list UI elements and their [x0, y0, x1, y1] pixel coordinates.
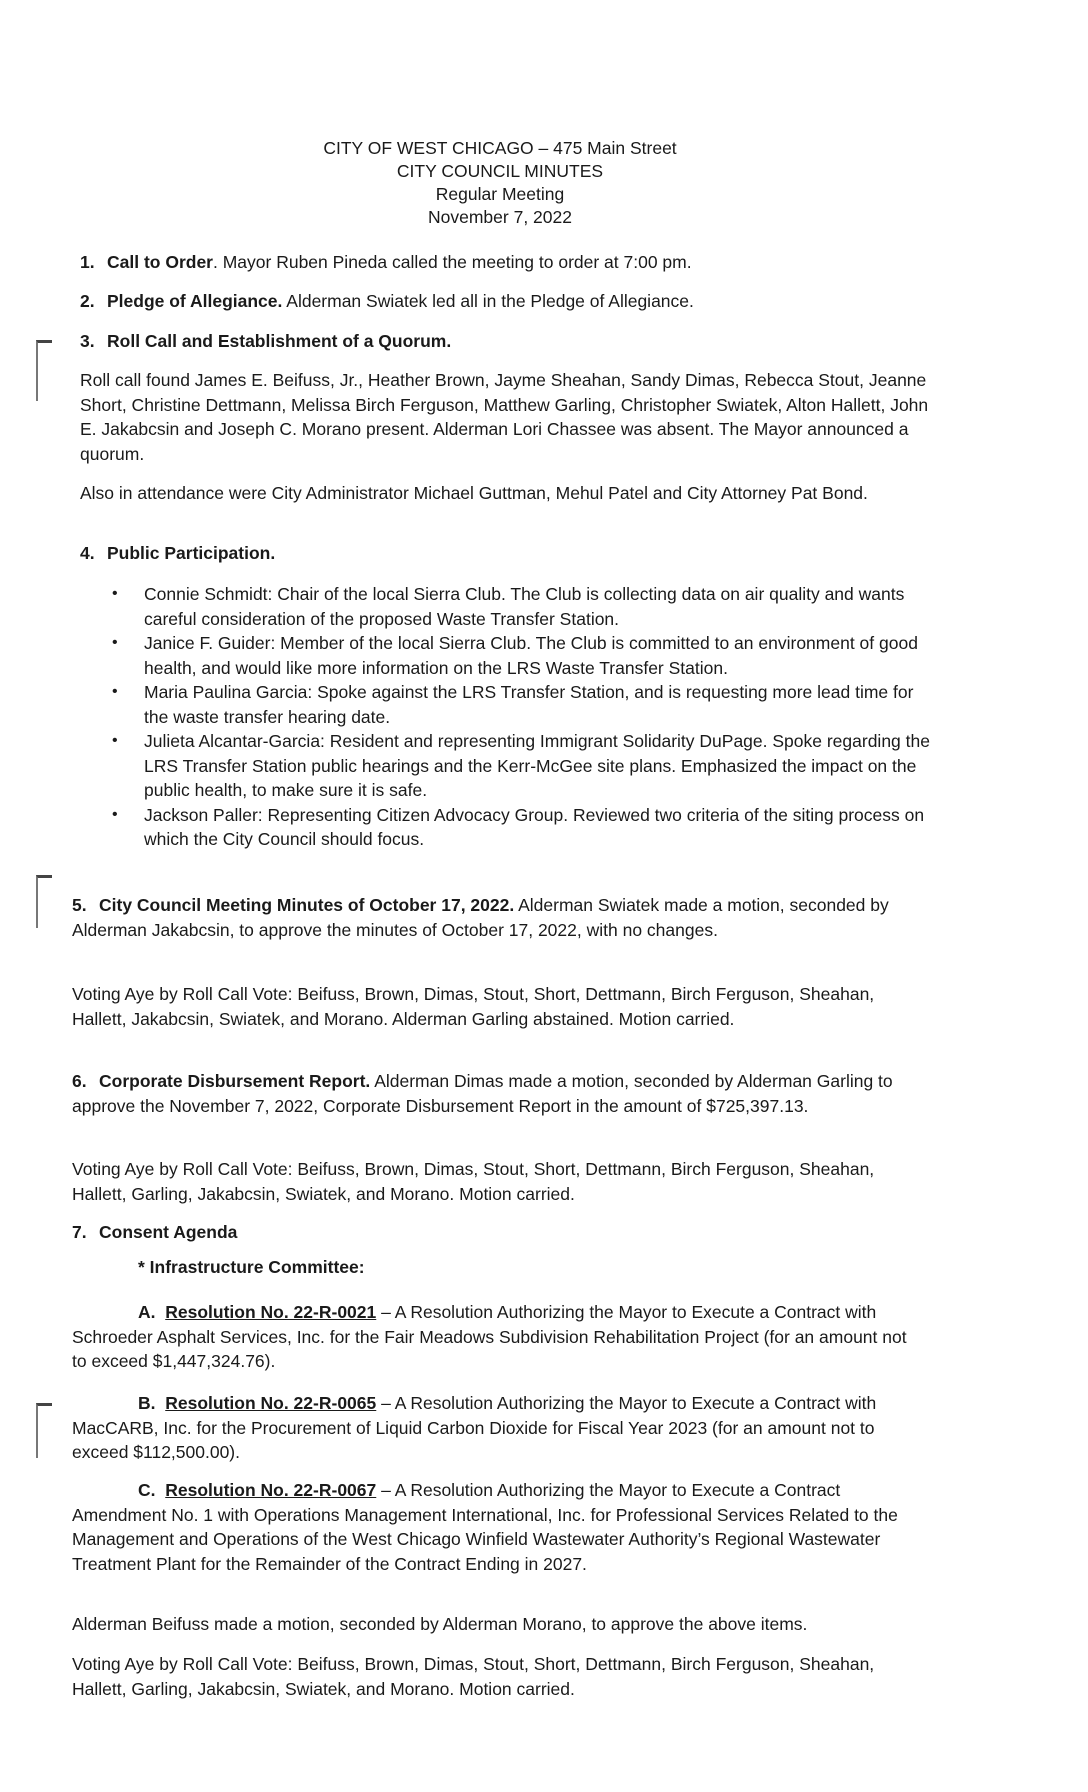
section-title: Corporate Disbursement Report.	[99, 1071, 371, 1091]
resolution-number: Resolution No. 22-R-0021	[165, 1302, 377, 1322]
margin-bracket-mark	[36, 340, 52, 401]
section-title: Public Participation.	[107, 543, 276, 563]
section-text: . Mayor Ruben Pineda called the meeting to order at 7:00 pm.	[213, 252, 692, 272]
item-letter: A.	[138, 1302, 156, 1322]
section-public-participation	[80, 541, 940, 566]
roll-call-paragraph: Roll call found James E. Beifuss, Jr., Heather Brown, Jayme Sheahan, Sandy Dimas, Rebecca Stout, Jeanne Short, Christine Dettmann, Melissa Birch Ferguson, Matthew Garling, Christopher Swiatek, Alton Hallett, John E. Jakabcsin and Joseph C. Morano present. Alderman Lori Chassee was absent. The Mayor announced a quorum.	[80, 370, 929, 464]
resolution-text: – A Resolution Authorizing the Mayor to Execute a Contract with Schroeder Asphalt Services, Inc. for the Fair Meadows Subdivision Rehabilitation Project (for an amount not to exceed $1,447,324.76).	[72, 1302, 907, 1371]
section-roll-call	[80, 329, 940, 354]
margin-bracket-mark	[36, 1403, 52, 1458]
resolution-item-a	[72, 1300, 912, 1374]
section-title: Consent Agenda	[99, 1222, 238, 1242]
section-number: 3.	[80, 331, 95, 351]
section-pledge	[80, 289, 940, 314]
section-text: Alderman Dimas made a motion, seconded by Alderman Garling to approve the November 7, 2022, Corporate Disbursement Report in the amount of $725,397.13.	[72, 1071, 893, 1116]
list-item: • Julieta Alcantar-Garcia: Resident and representing Immigrant Solidarity DuPage. Spoke regarding the LRS Transfer Station public hearings and the Kerr-McGee site plans. Emphasized the impact on the public health, to make sure it is safe.	[110, 729, 930, 803]
header-line-3: Regular Meeting	[435, 184, 565, 204]
section-number: 4.	[80, 543, 95, 563]
section-call-to-order	[80, 250, 940, 275]
item-letter: B.	[138, 1393, 156, 1413]
list-item: • Jackson Paller: Representing Citizen Advocacy Group. Reviewed two criteria of the siting process on which the City Council should focus.	[110, 803, 930, 852]
resolution-item-c	[72, 1478, 912, 1576]
section-title: Roll Call and Establishment of a Quorum.	[107, 331, 452, 351]
resolution-item-b	[72, 1391, 912, 1465]
section-disbursement-report	[72, 1069, 912, 1118]
section-number: 7.	[72, 1222, 87, 1242]
section-consent-agenda	[72, 1220, 940, 1245]
list-item: • Janice F. Guider: Member of the local Sierra Club. The Club is committed to an environment of good health, and would like more information on the LRS Waste Transfer Station.	[110, 631, 930, 680]
committee-heading: * Infrastructure Committee:	[138, 1257, 365, 1277]
list-item: • Connie Schmidt: Chair of the local Sierra Club. The Club is collecting data on air quality and wants careful consideration of the proposed Waste Transfer Station.	[110, 582, 930, 631]
section-number: 1.	[80, 252, 95, 272]
disbursement-vote-paragraph: Voting Aye by Roll Call Vote: Beifuss, Brown, Dimas, Stout, Short, Dettmann, Birch Ferguson, Sheahan, Hallett, Garling, Jakabcsin, Swiatek, and Morano. Motion carried.	[72, 1159, 875, 1204]
section-text: Alderman Swiatek led all in the Pledge of Allegiance.	[282, 291, 694, 311]
margin-bracket-mark	[36, 875, 52, 928]
section-title: Call to Order	[107, 252, 213, 272]
consent-vote-paragraph: Voting Aye by Roll Call Vote: Beifuss, Brown, Dimas, Stout, Short, Dettmann, Birch Ferguson, Sheahan, Hallett, Garling, Jakabcsin, Swiatek, and Morano. Motion carried.	[72, 1654, 875, 1699]
section-text: Alderman Swiatek made a motion, seconded by Alderman Jakabcsin, to approve the minutes of October 17, 2022, with no changes.	[72, 895, 889, 940]
section-number: 6.	[72, 1071, 87, 1091]
resolution-number: Resolution No. 22-R-0065	[165, 1393, 377, 1413]
item-letter: C.	[138, 1480, 156, 1500]
section-number: 2.	[80, 291, 95, 311]
document-header	[230, 137, 770, 229]
header-line-4: November 7, 2022	[428, 207, 572, 227]
resolution-text: – A Resolution Authorizing the Mayor to Execute a Contract with MacCARB, Inc. for the Procurement of Liquid Carbon Dioxide for Fiscal Year 2023 (for an amount not to exceed $112,500.00).	[72, 1393, 877, 1462]
public-participation-list	[110, 582, 930, 852]
list-item: • Maria Paulina Garcia: Spoke against the LRS Transfer Station, and is requesting more lead time for the waste transfer hearing date.	[110, 680, 930, 729]
resolution-text: – A Resolution Authorizing the Mayor to Execute a Contract Amendment No. 1 with Operations Management International, Inc. for Professional Services Related to the Management and Operations of the West Chicago Winfield Wastewater Authority’s Regional Wastewater Treatment Plant for the Remainder of the Contract Ending in 2027.	[72, 1480, 898, 1574]
resolution-number: Resolution No. 22-R-0067	[165, 1480, 377, 1500]
section-title: Pledge of Allegiance.	[107, 291, 283, 311]
section-number: 5.	[72, 895, 87, 915]
minutes-vote-paragraph: Voting Aye by Roll Call Vote: Beifuss, Brown, Dimas, Stout, Short, Dettmann, Birch Ferguson, Sheahan, Hallett, Jakabcsin, Swiatek, and Morano. Alderman Garling abstained. Motion carried.	[72, 984, 875, 1029]
attendance-paragraph: Also in attendance were City Administrator Michael Guttman, Mehul Patel and City Attorney Pat Bond.	[80, 483, 868, 503]
section-meeting-minutes	[72, 893, 902, 942]
header-line-1: CITY OF WEST CHICAGO – 475 Main Street	[323, 138, 677, 158]
consent-motion-paragraph: Alderman Beifuss made a motion, seconded by Alderman Morano, to approve the above items.	[72, 1614, 808, 1634]
section-title: City Council Meeting Minutes of October 17, 2022.	[99, 895, 515, 915]
header-line-2: CITY COUNCIL MINUTES	[396, 161, 604, 181]
